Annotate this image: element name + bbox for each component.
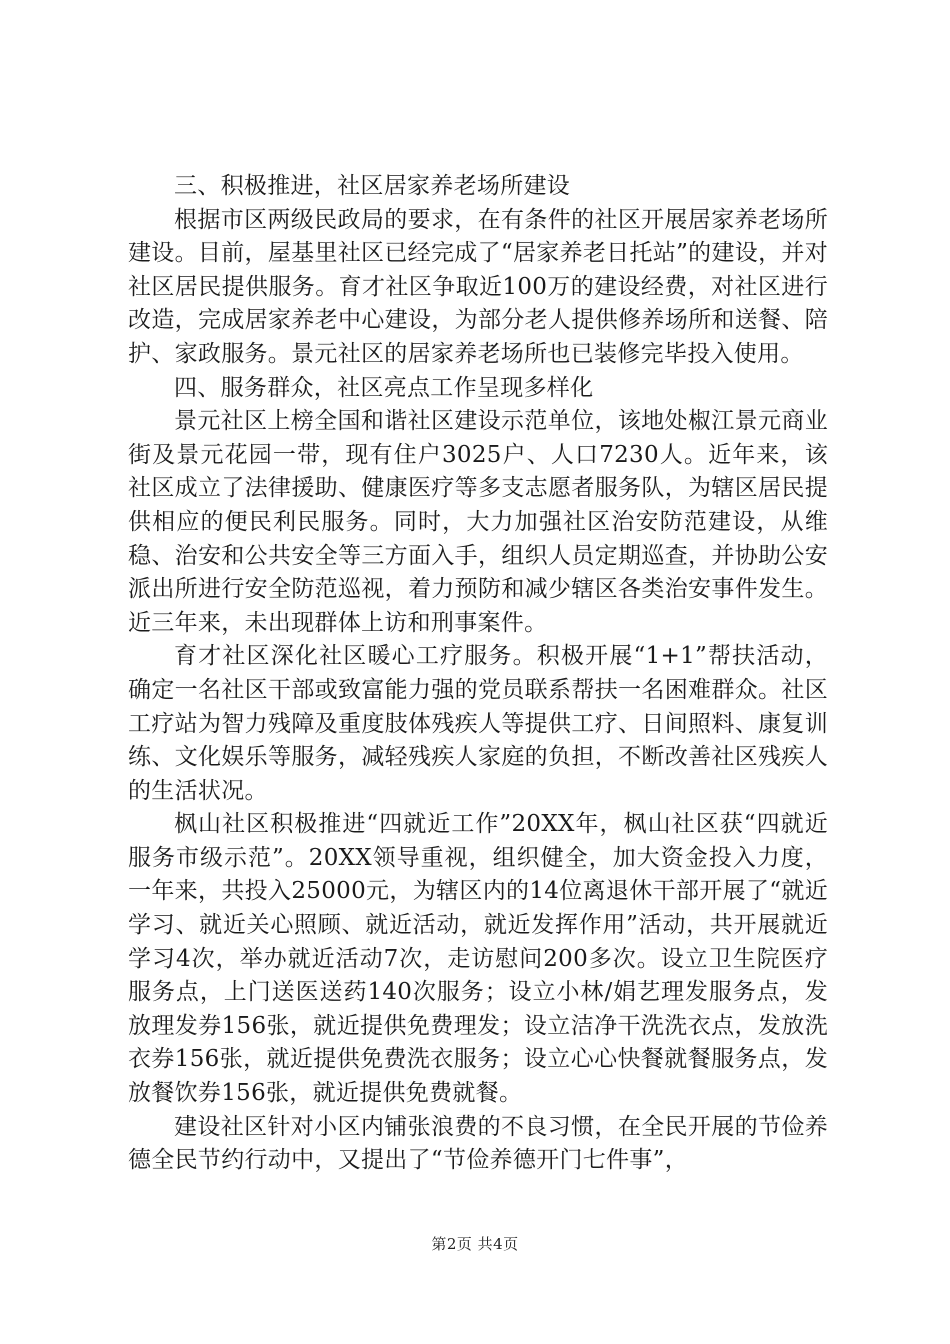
paragraph-yucai: 育才社区深化社区暖心工疗服务。积极开展“1+1”帮扶活动，确定一名社区干部或致富能力强的党员联系帮扶一名困难群众。社区工疗站为智力残障及重度肢体残疾人等提供工疗、日间照料、康复训练、文化娱乐等服务，减轻残疾人家庭的负担，不断改善社区残疾人的生活状况。 [128, 643, 828, 804]
document-body [128, 170, 828, 1178]
paragraph-jianshe: 建设社区针对小区内铺张浪费的不良习惯，在全民开展的节俭养德全民节约行动中，又提出了“节俭养德开门七件事”， [128, 1113, 828, 1174]
page-number-footer: 第2页 共4页 [431, 1235, 519, 1253]
paragraph-jingyuan: 景元社区上榜全国和谐社区建设示范单位，该地处椒江景元商业街及景元花园一带，现有住户3025户、人口7230人。近年来，该社区成立了法律援助、健康医疗等多支志愿者服务队，为辖区居民提供相应的便民利民服务。同时，大力加强社区治安防范建设，从维稳、治安和公共安全等三方面入手，组织人员定期巡查，并协助公安派出所进行安全防范巡视，着力预防和减少辖区各类治安事件发生。近三年来，未出现群体上访和刑事案件。 [128, 408, 828, 636]
paragraph-elderly-care: 根据市区两级民政局的要求，在有条件的社区开展居家养老场所建设。目前，屋基里社区已经完成了“居家养老日托站”的建设，并对社区居民提供服务。育才社区争取近100万的建设经费，对社区进行改造，完成居家养老中心建设，为部分老人提供修养场所和送餐、陪护、家政服务。景元社区的居家养老场所也已装修完毕投入使用。 [128, 206, 828, 367]
paragraph-fengshan: 枫山社区积极推进“四就近工作”20XX年，枫山社区获“四就近服务市级示范”。20XX领导重视，组织健全，加大资金投入力度，一年来，共投入25000元，为辖区内的14位离退休干部开展了“就近学习、就近关心照顾、就近活动，就近发挥作用”活动，共开展就近学习4次，举办就近活动7次，走访慰问200多次。设立卫生院医疗服务点，上门送医送药140次服务；设立小林/娟艺理发服务点，发放理发券156张，就近提供免费理发；设立洁净干洗洗衣点，发放洗衣券156张，就近提供免费洗衣服务；设立心心快餐就餐服务点，发放餐饮券156张，就近提供免费就餐。 [128, 811, 828, 1107]
section-heading-4: 四、服务群众，社区亮点工作呈现多样化 [174, 374, 594, 401]
section-heading-3: 三、积极推进，社区居家养老场所建设 [174, 173, 571, 199]
